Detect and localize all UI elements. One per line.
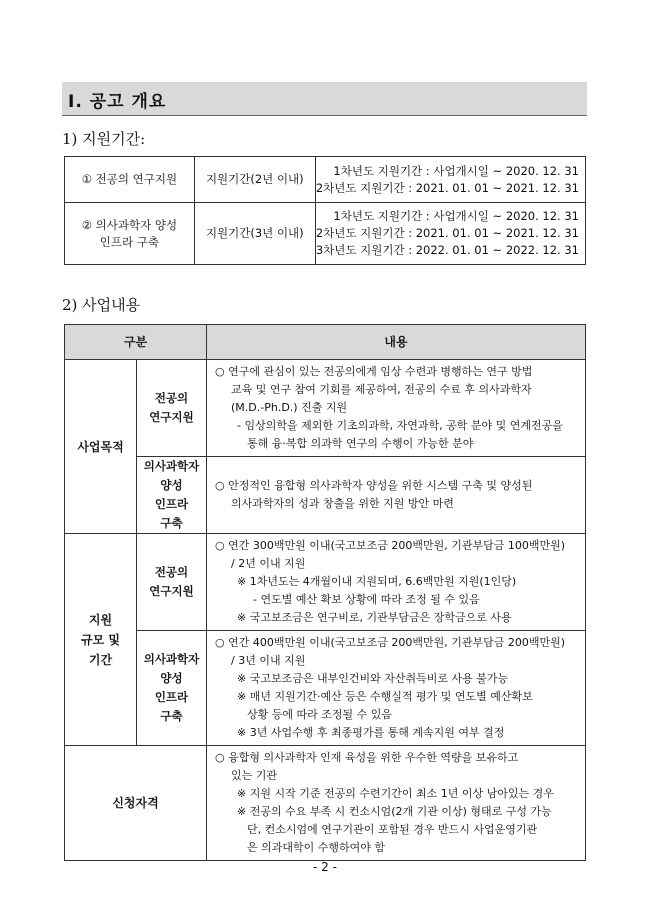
header-category: 구분	[65, 325, 207, 360]
scale-resident-content: ○ 연간 300백만원 이내(국고보조금 200백만원, 기관부담금 100백만원) / 2년 이내 지원 ※ 1차년도는 4개월이내 지원되며, 6.6백만원 지원(1인당) - 연도별 예산 확보 상황에 따라 조정 될 수 있음 ※ 국고보조금은 연구비로, 기관부담금은 장학금으로 사용	[207, 534, 586, 631]
duration-cell: 지원기간(2년 이내)	[194, 157, 315, 203]
category-purpose: 사업목적	[65, 360, 137, 534]
subcategory-infrastructure: 의사과학자 양성 인프라 구축	[137, 631, 207, 746]
header-content: 내용	[207, 325, 586, 360]
program-cell: ① 전공의 연구지원	[65, 157, 195, 203]
category-scale: 지원 규모 및 기간	[65, 534, 137, 746]
scale-row-infrastructure	[65, 631, 586, 746]
subcategory-infrastructure: 의사과학자 양성 인프라 구축	[137, 457, 207, 534]
duration-cell: 지원기간(3년 이내)	[194, 203, 315, 265]
eligibility-content: ○ 융합형 의사과학자 인재 육성을 위한 우수한 역량을 보유하고 있는 기관 ※ 지원 시작 기준 전공의 수련기간이 최소 1년 이상 남아있는 경우 ※ 전공의 수요 부족 시 컨소시엄(2개 기관 이상) 형태로 구성 가능 단, 컨소시엄에 연구기관이 포함된 경우 반드시 사업운영기관 은 의과대학이 수행하여야 함	[207, 746, 586, 861]
subcategory-resident: 전공의 연구지원	[137, 360, 207, 457]
table-header-row	[65, 325, 586, 360]
business-content-table	[64, 324, 586, 861]
purpose-infrastructure-content: ○ 안정적인 융합형 의사과학자 양성을 위한 시스템 구축 및 양성된 의사과학자의 성과 창출을 위한 지원 방안 마련	[207, 457, 586, 534]
subcategory-resident: 전공의 연구지원	[137, 534, 207, 631]
eligibility-row	[65, 746, 586, 861]
period-row-resident	[65, 157, 586, 203]
section-title: Ⅰ. 공고 개요	[68, 92, 167, 112]
purpose-row-infrastructure	[65, 457, 586, 534]
program-cell: ② 의사과학자 양성 인프라 구축	[65, 203, 195, 265]
category-eligibility: 신청자격	[65, 746, 207, 861]
scale-infrastructure-content: ○ 연간 400백만원 이내(국고보조금 200백만원, 기관부담금 200백만원) / 3년 이내 지원 ※ 국고보조금은 내부인건비와 자산취득비로 사용 불가능 ※ 매년 지원기간·예산 등은 수행실적 평가 및 연도별 예산확보 상황 등에 따라 조정될 수 있음 ※ 3년 사업수행 후 최종평가를 통해 계속지원 여부 결정	[207, 631, 586, 746]
years-cell: 1차년도 지원기간 : 사업개시일 ~ 2020. 12. 31 2차년도 지원기간 : 2021. 01. 01 ~ 2021. 12. 31 3차년도 지원기간 : 2022. 01. 01 ~ 2022. 12. 31	[315, 203, 585, 265]
purpose-row-resident	[65, 360, 586, 457]
section-title-bar	[62, 82, 587, 116]
page-number: - 2 -	[313, 860, 337, 874]
purpose-resident-content: ○ 연구에 관심이 있는 전공의에게 임상 수련과 병행하는 연구 방법 교육 및 연구 참여 기회를 제공하여, 전공의 수료 후 의사과학자 (M.D.-Ph.D.) 진출 지원 - 임상의학을 제외한 기초의과학, 자연과학, 공학 분야 및 연계전공을 통해 융·복합 의과학 연구의 수행이 가능한 분야	[207, 360, 586, 457]
subsection-support-period: 1) 지원기간:	[62, 130, 146, 148]
scale-row-resident	[65, 534, 586, 631]
period-row-infrastructure	[65, 203, 586, 265]
support-period-table	[64, 156, 586, 265]
years-cell: 1차년도 지원기간 : 사업개시일 ~ 2020. 12. 31 2차년도 지원기간 : 2021. 01. 01 ~ 2021. 12. 31	[315, 157, 585, 203]
subsection-business-content: 2) 사업내용	[62, 296, 141, 314]
